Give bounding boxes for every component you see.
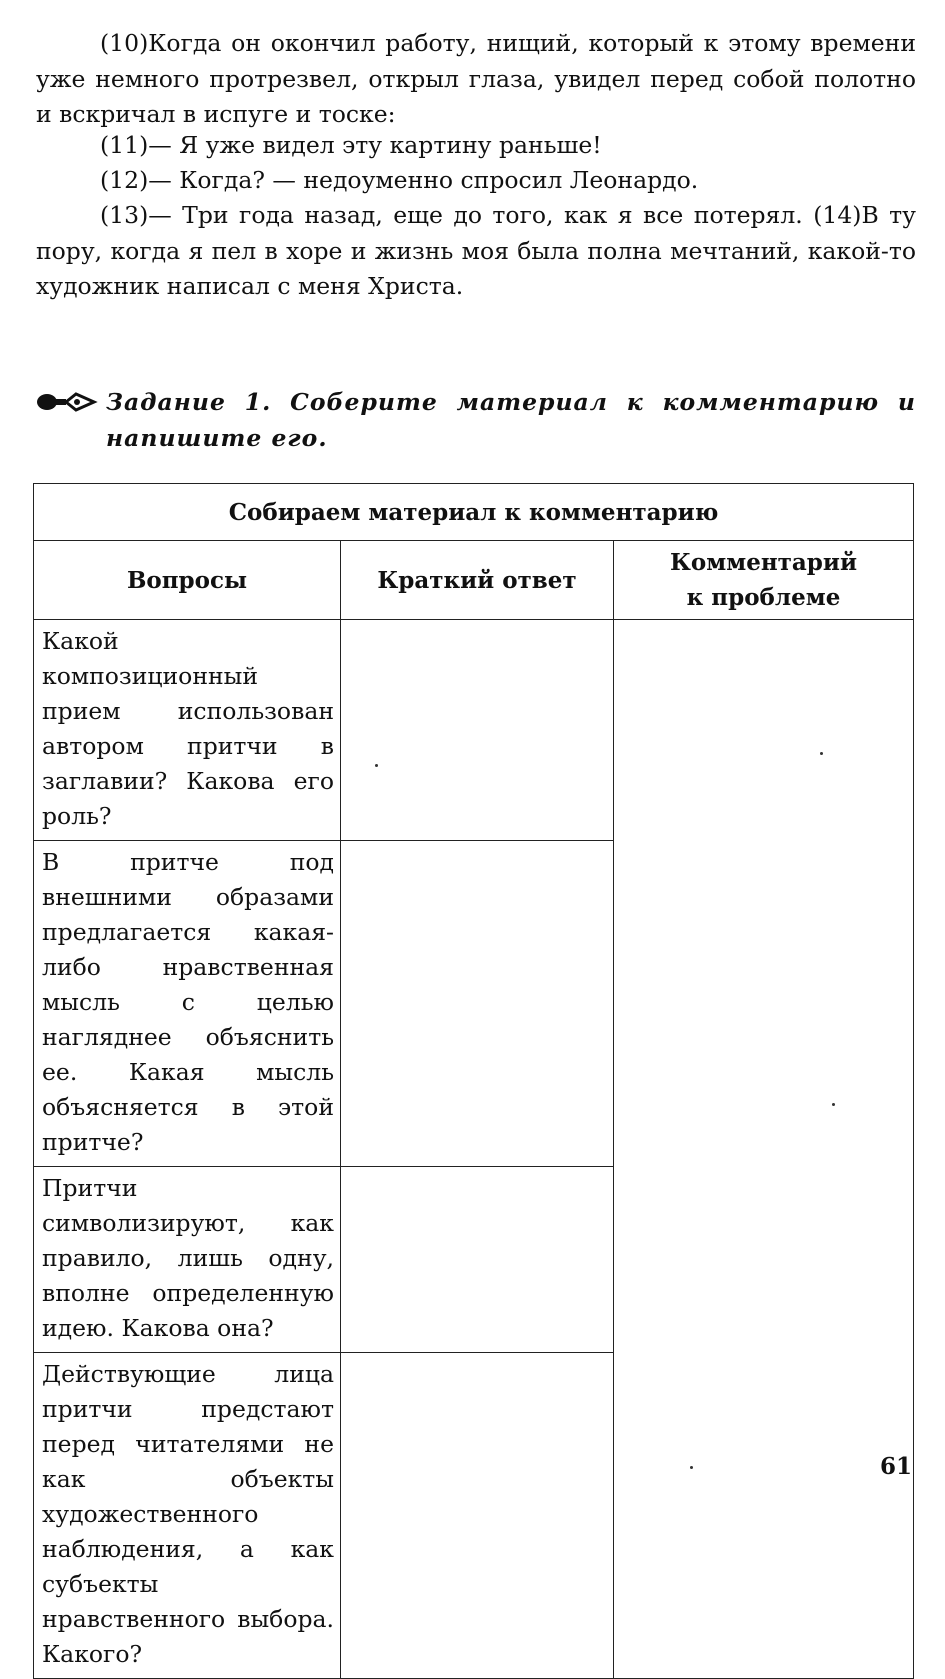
question-cell-1: Какой композиционный прием использован автором притчи в заглавии? Какова его роль? xyxy=(34,620,341,841)
header-comment-line2: к проблеме xyxy=(686,584,841,611)
task-text: Задание 1. Соберите материал к комментарию и напишите его. xyxy=(106,388,916,452)
speck xyxy=(690,1466,693,1469)
passage-paragraph-12: (12)— Когда? — недоуменно спросил Леонардо. xyxy=(100,166,699,194)
passage-paragraph-13: (13)— Три года назад, еще до того, как я все потерял. (14)В ту пору, когда я пел в хоре и жизнь моя была полна мечтаний, какой-то художник написал с меня Христа. xyxy=(36,201,916,300)
speck xyxy=(820,752,823,755)
answer-cell-3[interactable] xyxy=(341,1167,614,1353)
question-cell-4: Действующие лица притчи предстают перед читателями не как объекты художественного наблюдения, а как субъекты нравственного выбора. Какого? xyxy=(34,1353,341,1679)
passage-paragraph-11: (11)— Я уже видел эту картину раньше! xyxy=(100,131,602,159)
pen-nib-icon xyxy=(36,391,100,413)
answer-cell-2[interactable] xyxy=(341,841,614,1167)
header-questions: Вопросы xyxy=(34,541,341,620)
table-title: Собираем материал к комментарию xyxy=(34,484,914,541)
header-short-answer: Краткий ответ xyxy=(341,541,614,620)
page-number: 61 xyxy=(880,1453,913,1480)
question-cell-2: В притче под внешними образами предлагается какая-либо нравственная мысль с целью нагляднее объяснить ее. Какая мысль объясняется в этой притче? xyxy=(34,841,341,1167)
header-comment-line1: Комментарий xyxy=(669,549,858,576)
speck xyxy=(832,1103,835,1106)
task-heading xyxy=(36,384,916,456)
answer-cell-1[interactable] xyxy=(341,620,614,841)
comment-material-table xyxy=(33,483,914,1679)
comment-cell[interactable] xyxy=(614,620,914,1679)
question-cell-3: Притчи символизируют, как правило, лишь одну, вполне определенную идею. Какова она? xyxy=(34,1167,341,1353)
answer-cell-4[interactable] xyxy=(341,1353,614,1679)
header-comment xyxy=(614,541,914,620)
speck xyxy=(375,764,378,767)
passage-paragraph-10: (10)Когда он окончил работу, нищий, который к этому времени уже немного протрезвел, открыл глаза, увидел перед собой полотно и вскричал в испуге и тоске: xyxy=(36,29,916,128)
